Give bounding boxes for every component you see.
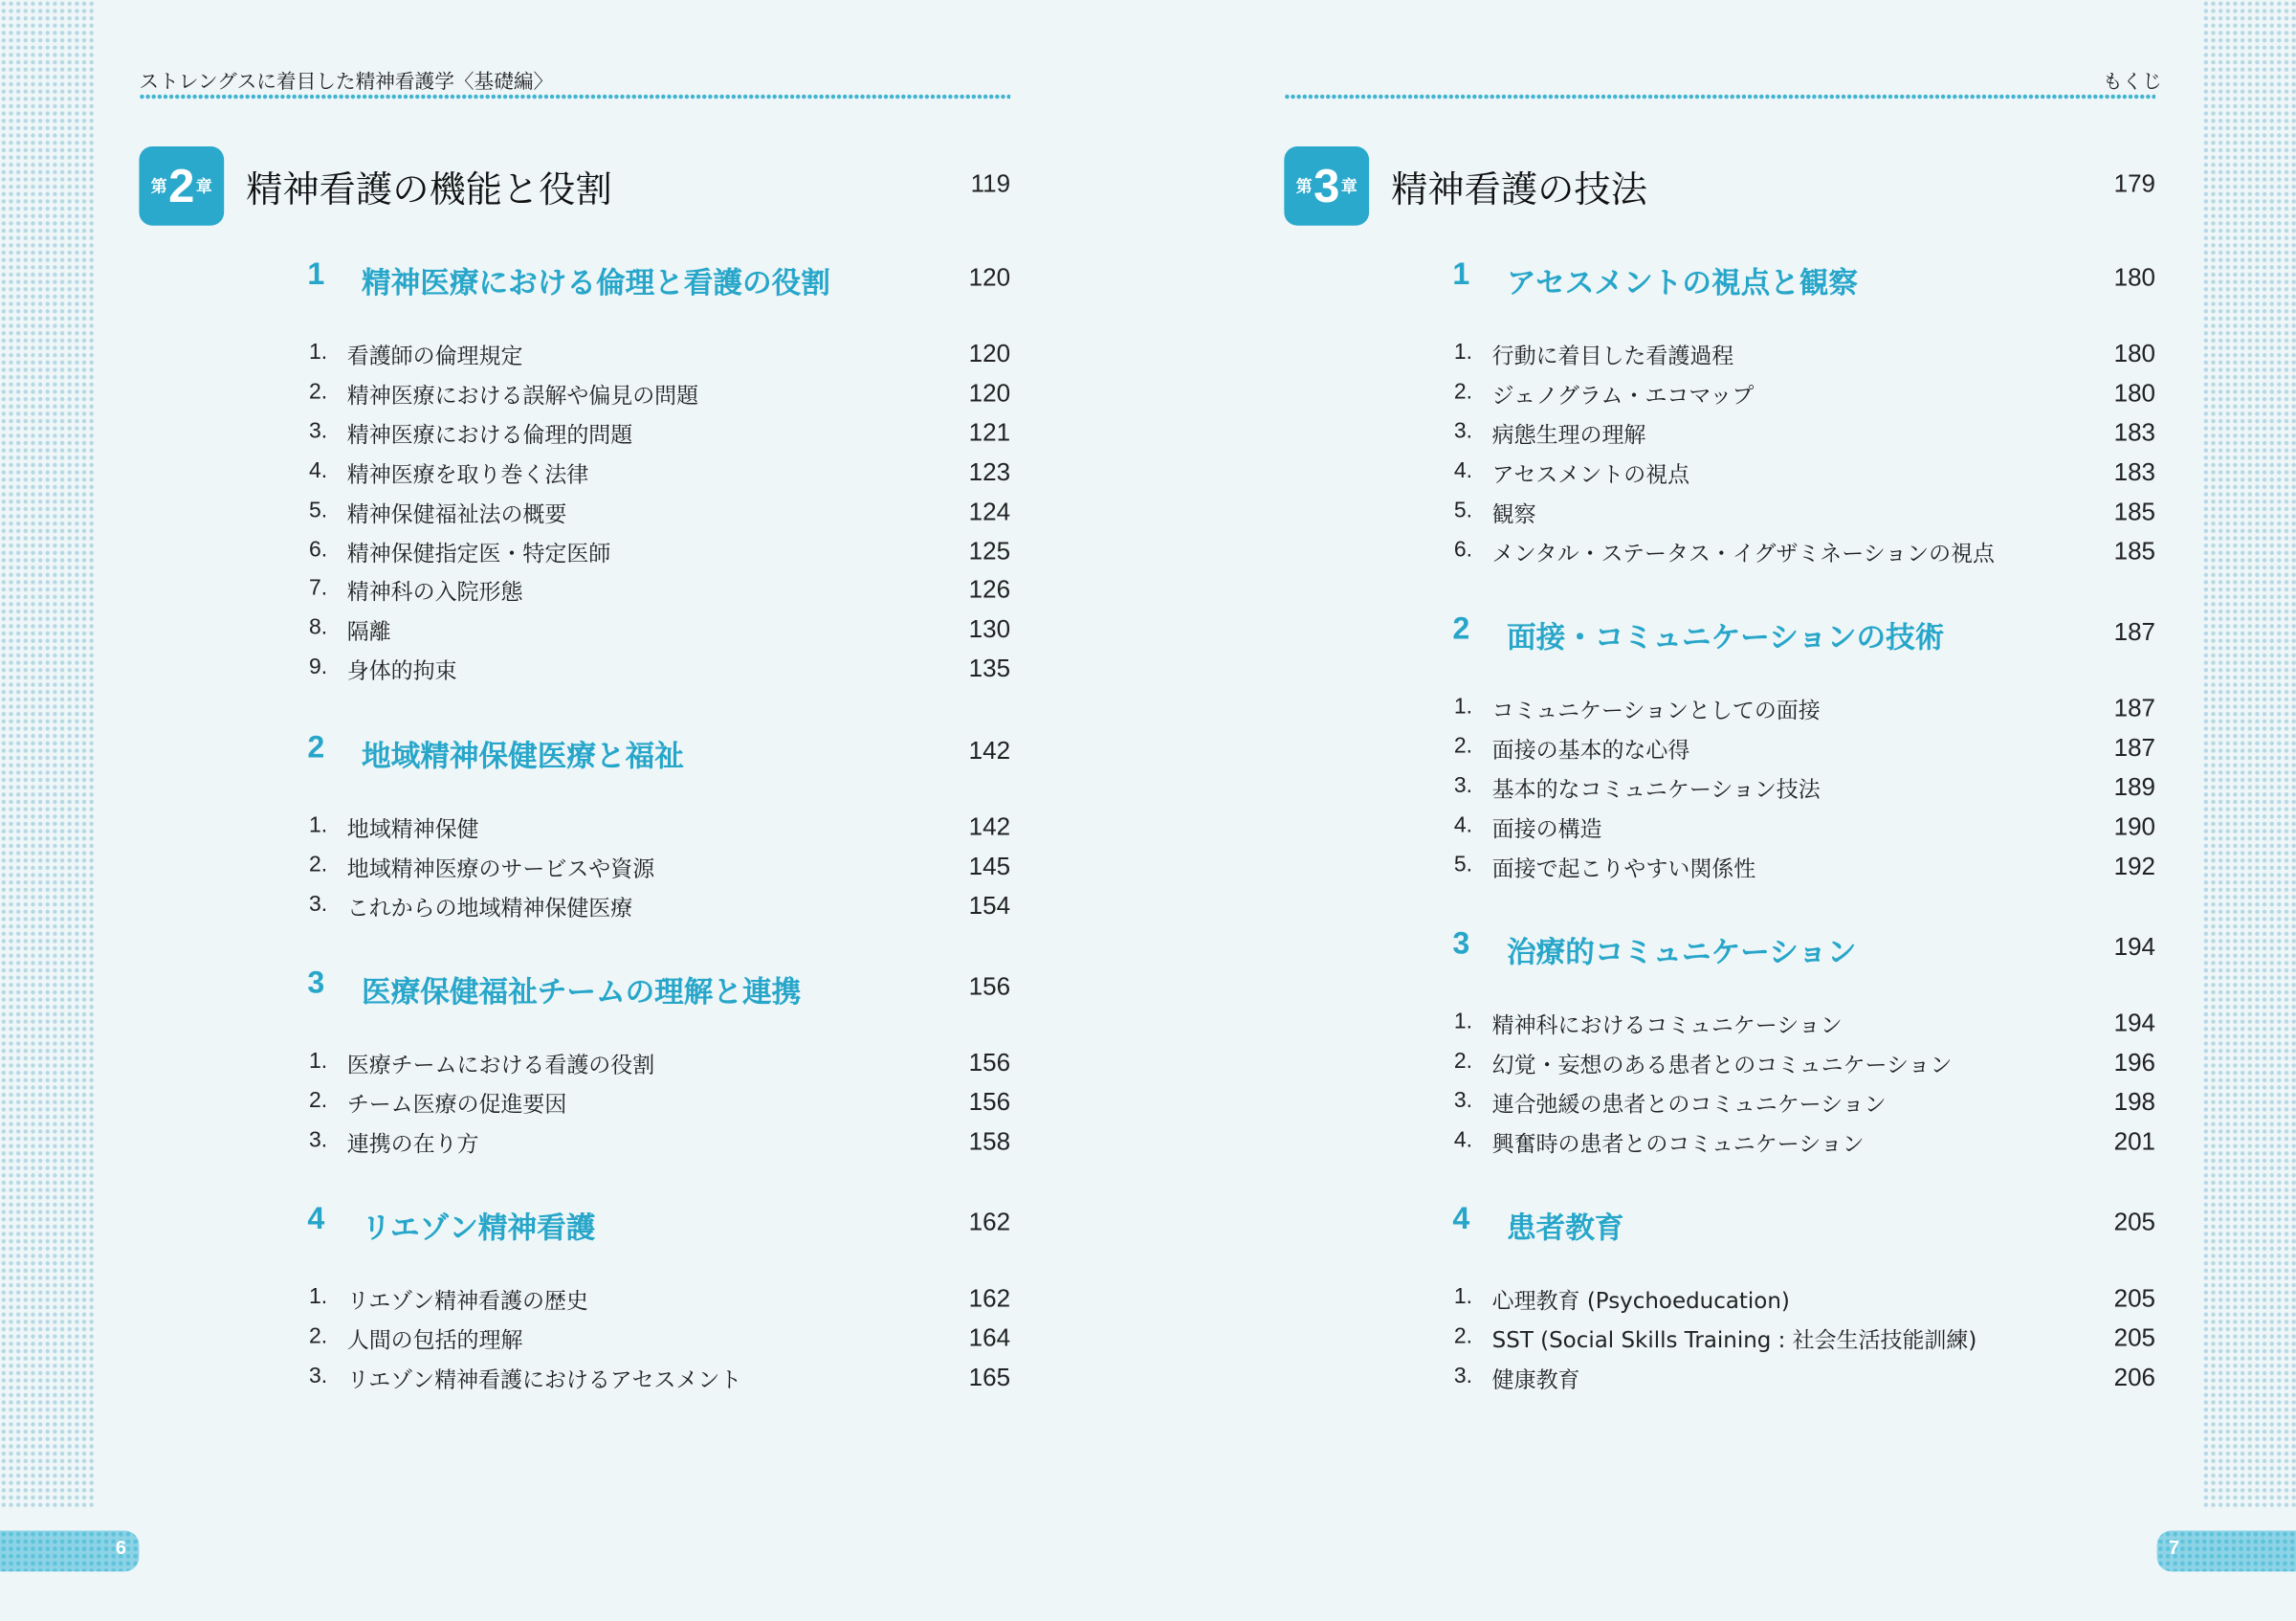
toc-entry[interactable] (139, 812, 1010, 845)
toc-entry-title: 行動に着目した看護過程 (1491, 343, 1734, 369)
toc-entry[interactable] (1284, 852, 2155, 884)
toc-entry-title: 基本的なコミュニケーション技法 (1491, 775, 1821, 803)
toc-entry-title: 連携の在り方 (346, 1130, 479, 1157)
toc-entry-number: 3. (308, 891, 328, 917)
section-heading[interactable] (1284, 927, 2155, 971)
chapter-badge-number: 2 (168, 159, 195, 212)
chapter-badge-suffix: 章 (1340, 177, 1358, 197)
section-number: 4 (1452, 1202, 1470, 1236)
section-number: 4 (307, 1202, 325, 1236)
toc-entry-title: 面接で起こりやすい関係性 (1491, 855, 1756, 881)
toc-entry-page-number: 205 (2113, 1284, 2156, 1313)
section-page-number: 205 (2113, 1208, 2156, 1236)
toc-entry-title: 精神科の入院形態 (346, 579, 523, 606)
toc-entry-title: 身体的拘束 (346, 657, 457, 685)
toc-entry[interactable] (1284, 1049, 2155, 1081)
toc-entry-page-number: 201 (2113, 1127, 2156, 1156)
toc-entry-title: 精神医療における誤解や偏見の問題 (346, 382, 699, 409)
toc-entry-page-number: 154 (968, 891, 1011, 920)
toc-entry[interactable] (1284, 773, 2155, 806)
toc-entry[interactable] (1284, 1010, 2155, 1042)
toc-entry[interactable] (139, 892, 1010, 924)
toc-entry-number: 6. (308, 536, 328, 562)
toc-entry-title: 連合弛緩の患者とのコミュニケーション (1491, 1090, 1887, 1118)
toc-entry-number: 5. (1453, 497, 1473, 522)
toc-entry-number: 2. (308, 379, 328, 405)
chapter-page-number: 179 (2113, 169, 2156, 198)
toc-entry-title: アセスメントの視点 (1491, 460, 1690, 488)
toc-entry[interactable] (139, 1323, 1010, 1356)
toc-entry-title: 心理教育 (Psychoeducation) (1491, 1287, 1790, 1314)
section-heading[interactable] (1284, 612, 2155, 656)
toc-entry-title: 地域精神保健 (346, 815, 479, 843)
toc-entry-title: 隔離 (346, 618, 391, 645)
toc-entry[interactable] (1284, 340, 2155, 372)
toc-entry[interactable] (1284, 695, 2155, 727)
section-page-number: 194 (2113, 932, 2156, 962)
toc-entry-page-number: 194 (2113, 1009, 2156, 1037)
section-title: 面接・コミュニケーションの技術 (1506, 619, 1945, 655)
toc-entry[interactable] (139, 853, 1010, 885)
toc-entry-page-number: 180 (2113, 379, 2156, 408)
toc-entry-page-number: 164 (968, 1323, 1011, 1352)
toc-entry-title: 医療チームにおける看護の役割 (346, 1051, 655, 1078)
page-number-right: 7 (2168, 1536, 2179, 1559)
toc-entry[interactable] (139, 615, 1010, 648)
toc-entry-number: 1. (308, 1284, 328, 1310)
section-heading[interactable] (139, 966, 1010, 1010)
toc-entry-page-number: 156 (968, 1088, 1011, 1117)
toc-entry-title: リエゾン精神看護におけるアセスメント (346, 1366, 742, 1393)
toc-entry-number: 3. (1453, 772, 1473, 798)
toc-entry-page-number: 192 (2113, 852, 2156, 880)
section-number: 1 (1452, 257, 1470, 292)
header-dotted-rule-right (1284, 94, 2155, 100)
toc-entry-title: これからの地域精神保健医療 (346, 894, 633, 922)
toc-entry-number: 4. (1453, 1127, 1473, 1153)
toc-entry[interactable] (1284, 1323, 2155, 1356)
toc-entry-number: 3. (1453, 418, 1473, 444)
toc-entry-title: 興奮時の患者とのコミュニケーション (1491, 1130, 1865, 1157)
chapter-badge (139, 146, 224, 226)
toc-entry[interactable] (1284, 1088, 2155, 1121)
section-page-number: 187 (2113, 617, 2156, 646)
toc-entry-page-number: 123 (968, 457, 1011, 486)
toc-entry-page-number: 158 (968, 1127, 1011, 1156)
chapter-badge (1284, 146, 1369, 226)
toc-entry-page-number: 206 (2113, 1363, 2156, 1391)
toc-entry-page-number: 183 (2113, 418, 2156, 447)
toc-entry-title: 病態生理の理解 (1491, 421, 1646, 449)
toc-entry-number: 4. (308, 457, 328, 483)
toc-entry-number: 4. (1453, 812, 1473, 838)
toc-entry-page-number: 165 (968, 1363, 1011, 1391)
running-header-toc: もくじ (2102, 70, 2162, 94)
toc-entry[interactable] (1284, 1284, 2155, 1317)
toc-entry-title: 健康教育 (1491, 1366, 1580, 1393)
toc-entry-title: チーム医療の促進要因 (346, 1091, 567, 1118)
toc-entry[interactable] (139, 1364, 1010, 1396)
toc-entry-title: リエゾン精神看護の歴史 (346, 1287, 588, 1314)
chapter-title: 精神看護の機能と役割 (246, 168, 612, 211)
toc-entry-page-number: 185 (2113, 497, 2156, 525)
dot-pattern-left (0, 0, 94, 1509)
chapter-heading[interactable] (1284, 146, 2155, 226)
toc-entry-number: 3. (1453, 1363, 1473, 1388)
toc-entry-number: 3. (1453, 1087, 1473, 1113)
toc-entry-number: 3. (308, 1127, 328, 1153)
toc-entry-title: コミュニケーションとしての面接 (1491, 697, 1821, 724)
toc-entry-page-number: 180 (2113, 340, 2156, 368)
toc-entry-title: 幻覚・妄想のある患者とのコミュニケーション (1491, 1051, 1953, 1078)
section-page-number: 120 (968, 263, 1011, 292)
section-title: 治療的コミュニケーション (1506, 934, 1857, 970)
toc-entry[interactable] (1284, 379, 2155, 411)
toc-entry-page-number: 142 (968, 812, 1011, 841)
dot-pattern-right (2202, 0, 2296, 1509)
toc-entry-number: 3. (308, 1363, 328, 1388)
toc-entry-page-number: 120 (968, 379, 1011, 408)
chapter-badge-number: 3 (1314, 159, 1340, 212)
toc-entry[interactable] (139, 1049, 1010, 1081)
toc-entry-number: 1. (308, 812, 328, 838)
section-heading[interactable] (1284, 1203, 2155, 1247)
section-title: アセスメントの視点と観察 (1506, 265, 1859, 300)
toc-entry-page-number: 187 (2113, 733, 2156, 762)
section-number: 3 (1452, 926, 1470, 962)
toc-entry-page-number: 121 (968, 418, 1011, 447)
toc-entry-title: 面接の構造 (1491, 815, 1602, 842)
toc-entry-title: ジェノグラム・エコマップ (1491, 382, 1755, 409)
chapter-badge-prefix: 第 (150, 177, 167, 197)
toc-entry-page-number: 125 (968, 536, 1011, 566)
toc-entry-title: 看護師の倫理規定 (346, 343, 523, 369)
toc-entry[interactable] (139, 1127, 1010, 1160)
toc-entry-title: 精神医療を取り巻く法律 (346, 460, 589, 488)
chapter-heading[interactable] (139, 146, 1010, 226)
toc-entry-page-number: 185 (2113, 536, 2156, 566)
toc-entry[interactable] (1284, 812, 2155, 845)
section-page-number: 156 (968, 972, 1011, 1001)
toc-entry-title: SST (Social Skills Training : 社会生活技能訓練) (1491, 1326, 1977, 1354)
toc-entry-number: 7. (308, 576, 328, 602)
running-header-book-title: ストレングスに着目した精神看護学〈基礎編〉 (139, 70, 554, 94)
section-title: リエゾン精神看護 (362, 1210, 596, 1246)
toc-entry-page-number: 187 (2113, 694, 2156, 722)
toc-entry[interactable] (139, 498, 1010, 530)
toc-entry-title: 精神科におけるコミュニケーション (1491, 1011, 1843, 1039)
toc-entry-number: 2. (308, 852, 328, 877)
toc-entry-number: 1. (1453, 1009, 1473, 1034)
toc-entry[interactable] (139, 655, 1010, 687)
section-title: 患者教育 (1506, 1210, 1624, 1246)
toc-entry[interactable] (139, 537, 1010, 569)
header-dotted-rule-left (139, 94, 1010, 100)
chapter-page-number: 119 (970, 169, 1011, 198)
toc-entry-page-number: 135 (968, 655, 1011, 683)
toc-entry-number: 2. (308, 1323, 328, 1349)
section-heading[interactable] (139, 731, 1010, 775)
toc-entry[interactable] (1284, 537, 2155, 569)
section-number: 3 (307, 966, 325, 1001)
toc-entry[interactable] (139, 418, 1010, 451)
section-page-number: 180 (2113, 263, 2156, 292)
section-heading[interactable] (139, 1203, 1010, 1247)
toc-entry-number: 9. (308, 655, 328, 680)
toc-entry[interactable] (1284, 734, 2155, 766)
section-page-number: 142 (968, 736, 1011, 765)
toc-entry[interactable] (139, 458, 1010, 491)
toc-entry-page-number: 130 (968, 615, 1011, 644)
toc-entry-number: 5. (308, 497, 328, 522)
toc-entry-page-number: 145 (968, 852, 1011, 880)
toc-entry-number: 1. (1453, 340, 1473, 366)
toc-entry-number: 2. (308, 1088, 328, 1114)
toc-entry[interactable] (139, 576, 1010, 609)
toc-entry[interactable] (1284, 418, 2155, 451)
toc-entry-title: 観察 (1491, 500, 1536, 527)
toc-entry-number: 5. (1453, 852, 1473, 877)
toc-entry-number: 1. (308, 340, 328, 366)
toc-entry-number: 6. (1453, 536, 1473, 562)
toc-entry-page-number: 156 (968, 1048, 1011, 1077)
section-heading[interactable] (139, 257, 1010, 301)
toc-entry-title: 面接の基本的な心得 (1491, 736, 1690, 764)
chapter-badge-prefix: 第 (1295, 177, 1313, 197)
toc-entry-page-number: 205 (2113, 1323, 2156, 1352)
toc-entry-title: 精神保健福祉法の概要 (346, 500, 567, 527)
toc-entry-number: 2. (1453, 733, 1473, 759)
toc-entry[interactable] (1284, 1364, 2155, 1396)
section-title: 医療保健福祉チームの理解と連携 (362, 973, 802, 1010)
section-title: 地域精神保健医療と福祉 (362, 738, 684, 774)
toc-entry-page-number: 189 (2113, 772, 2156, 801)
section-title: 精神医療における倫理と看護の役割 (362, 265, 830, 300)
toc-entry-title: 精神保健指定医・特定医師 (346, 540, 611, 566)
toc-entry-page-number: 124 (968, 497, 1011, 525)
toc-entry[interactable] (139, 340, 1010, 372)
toc-entry-page-number: 120 (968, 340, 1011, 368)
toc-entry-page-number: 198 (2113, 1087, 2156, 1117)
toc-entry[interactable] (139, 379, 1010, 411)
section-page-number: 162 (968, 1208, 1011, 1236)
section-number: 2 (307, 730, 325, 765)
section-heading[interactable] (1284, 257, 2155, 301)
toc-entry-number: 8. (308, 615, 328, 641)
toc-entry-title: 人間の包括的理解 (346, 1326, 523, 1354)
toc-entry-number: 1. (1453, 1284, 1473, 1310)
toc-entry-page-number: 126 (968, 576, 1011, 605)
toc-entry-number: 1. (1453, 694, 1473, 720)
toc-entry-title: 地域精神医療のサービスや資源 (346, 855, 655, 882)
section-number: 2 (1452, 611, 1470, 646)
toc-entry-number: 4. (1453, 457, 1473, 483)
toc-entry-number: 1. (308, 1048, 328, 1074)
toc-entry-number: 2. (1453, 1048, 1473, 1074)
toc-entry[interactable] (139, 1088, 1010, 1121)
toc-entry-page-number: 196 (2113, 1048, 2156, 1077)
toc-entry[interactable] (1284, 458, 2155, 491)
page-number-left: 6 (115, 1536, 126, 1559)
chapter-badge-suffix: 章 (195, 177, 212, 197)
toc-entry[interactable] (139, 1284, 1010, 1317)
toc-entry-title: メンタル・ステータス・イグザミネーションの視点 (1491, 540, 1995, 566)
toc-entry[interactable] (1284, 498, 2155, 530)
toc-entry-title: 精神医療における倫理的問題 (346, 421, 633, 449)
toc-entry-page-number: 183 (2113, 457, 2156, 486)
toc-entry-number: 3. (308, 418, 328, 444)
toc-entry[interactable] (1284, 1127, 2155, 1160)
toc-entry-page-number: 162 (968, 1284, 1011, 1313)
toc-entry-number: 2. (1453, 1323, 1473, 1349)
section-number: 1 (307, 257, 325, 292)
toc-entry-page-number: 190 (2113, 812, 2156, 841)
chapter-title: 精神看護の技法 (1391, 168, 1647, 211)
toc-entry-number: 2. (1453, 379, 1473, 405)
